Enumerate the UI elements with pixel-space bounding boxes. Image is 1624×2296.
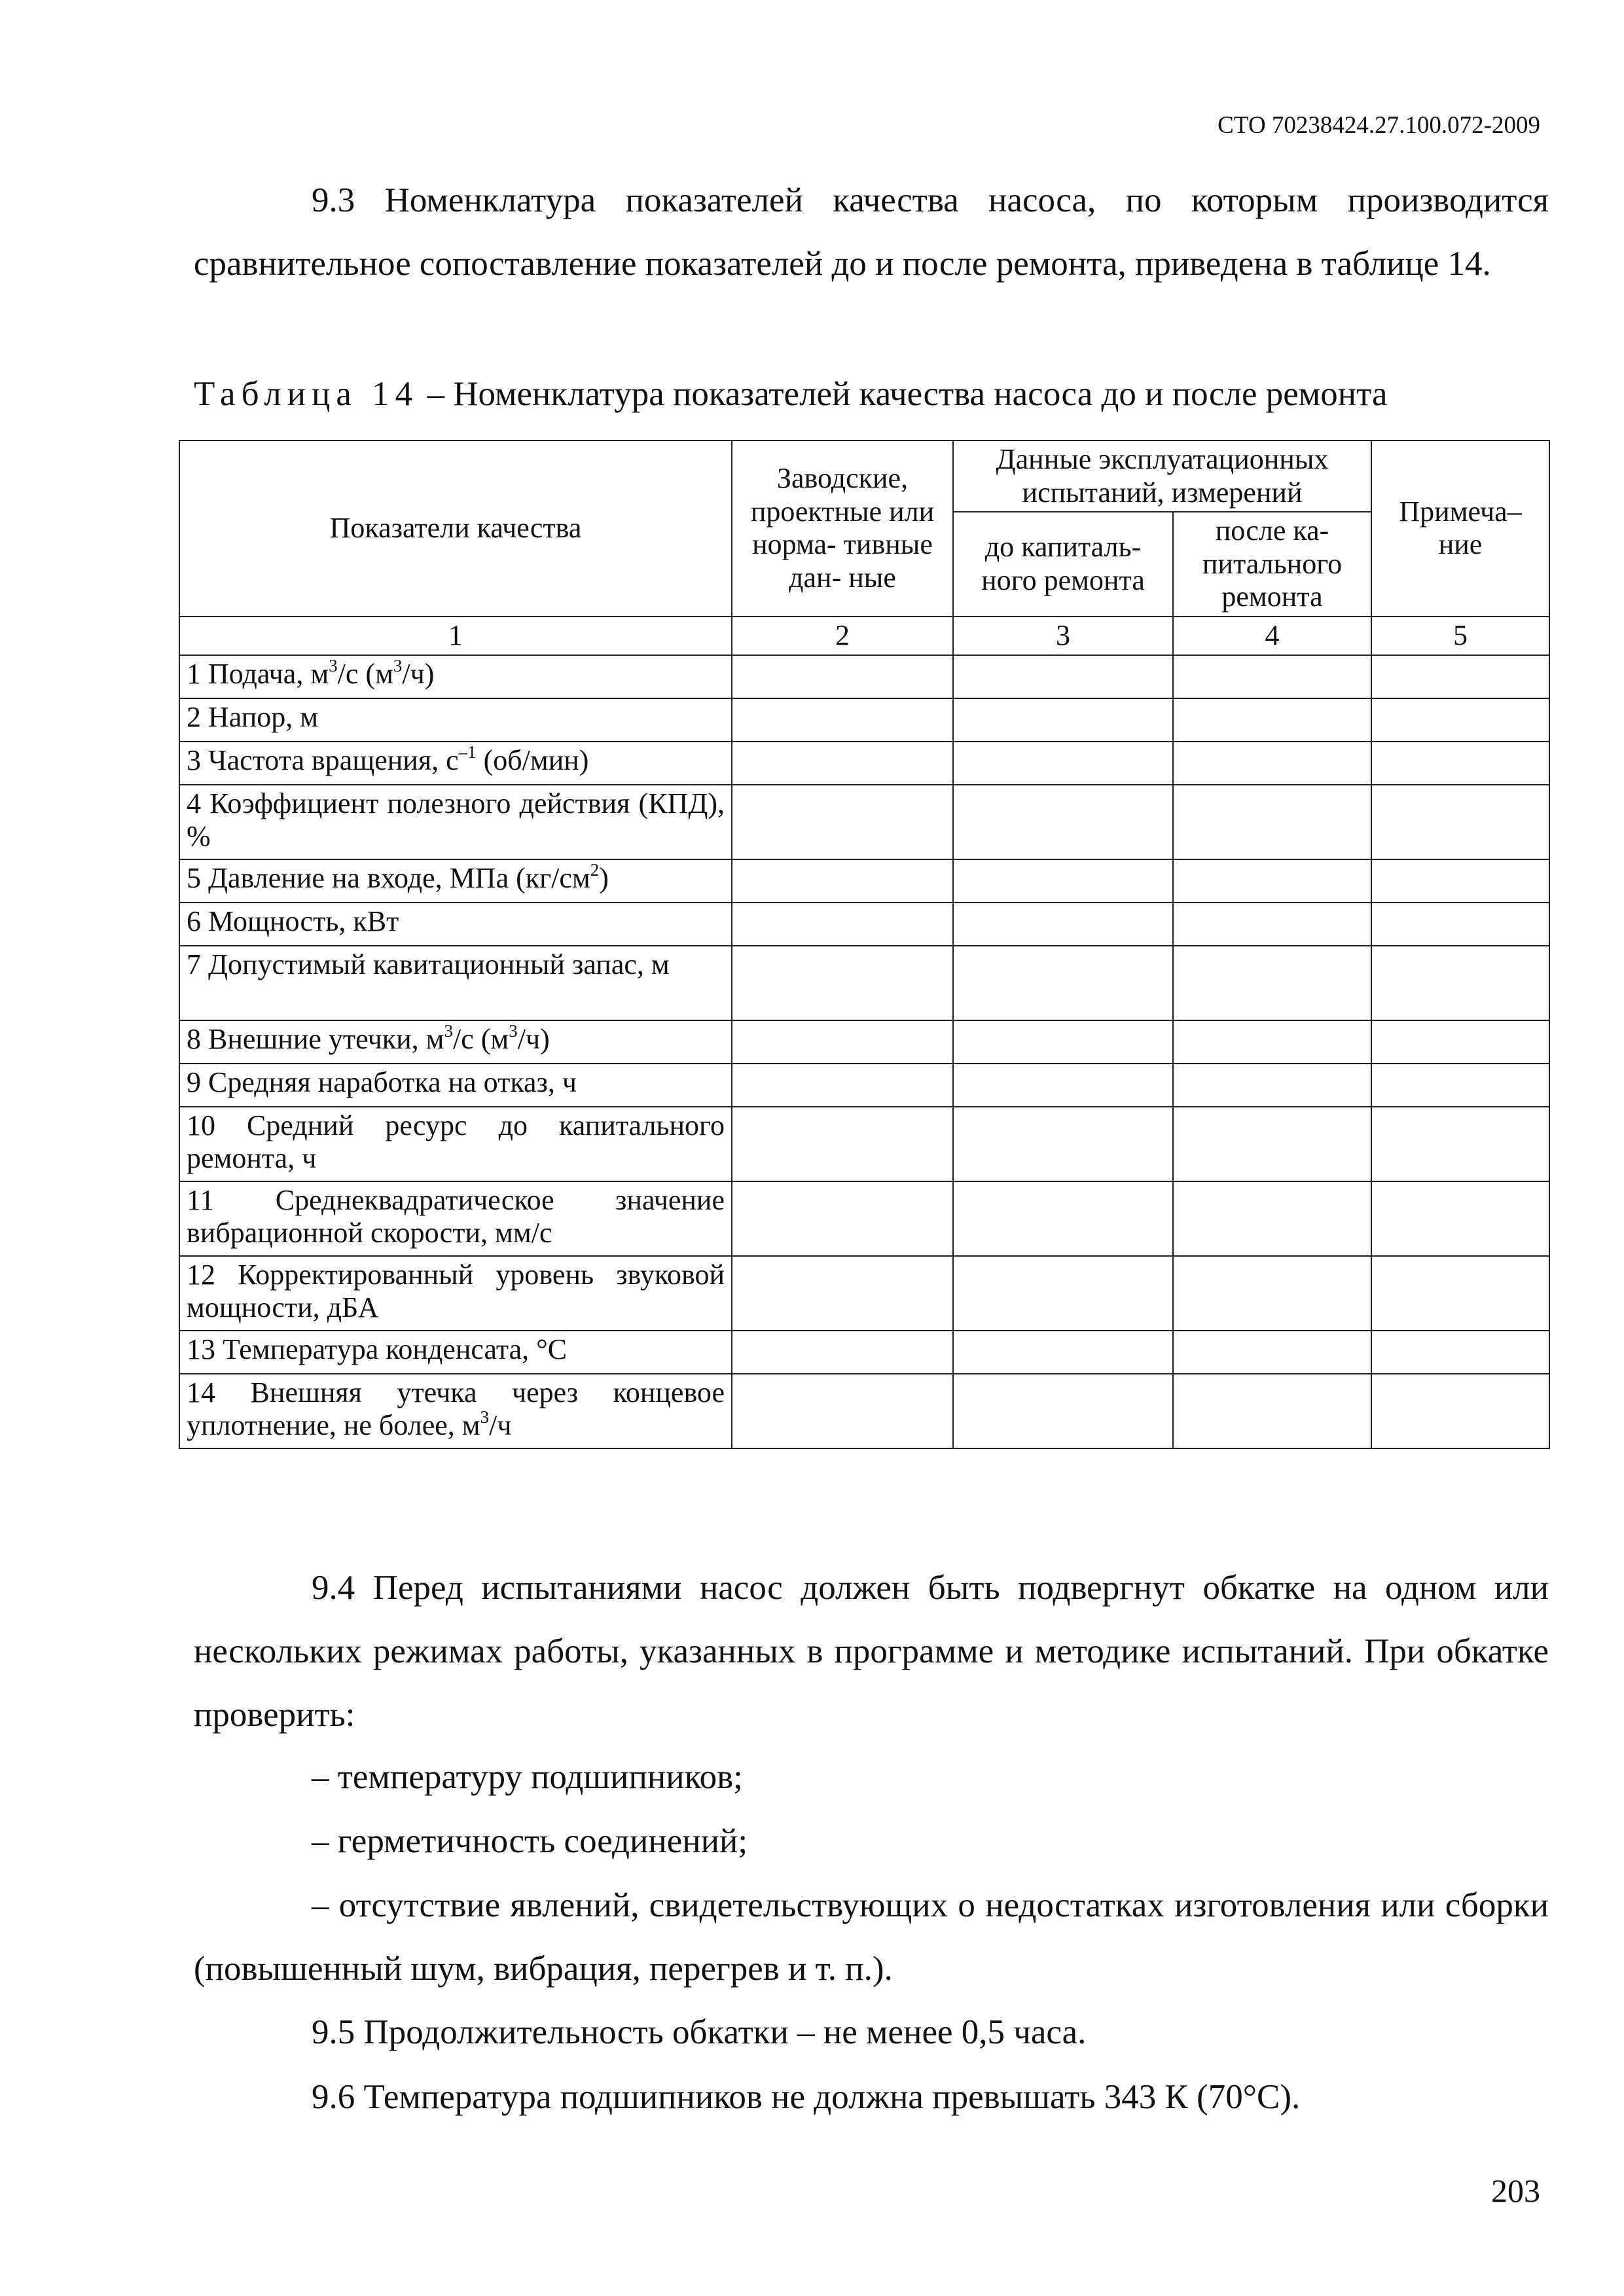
before-cell — [953, 1331, 1173, 1374]
label-text: 1 Подача, м — [187, 657, 329, 690]
label-text: 14 Внешняя утечка через концевое уплотнение, не более, м — [187, 1376, 725, 1442]
column-number: 1 — [179, 617, 732, 655]
column-number-row — [179, 617, 1549, 655]
bullet-item: – герметичность соединений; — [312, 1822, 748, 1860]
paragraph-9-5: 9.5 Продолжительность обкатки – не менее 0,5 часа. — [312, 2013, 1087, 2051]
row-label — [179, 1374, 732, 1448]
factory-cell — [732, 1331, 953, 1374]
row-label: 6 Мощность, кВт — [179, 903, 732, 946]
factory-cell — [732, 859, 953, 903]
label-text: 5 Давление на входе, МПа (кг/см — [187, 861, 590, 894]
before-cell — [953, 903, 1173, 946]
after-cell — [1173, 655, 1371, 698]
after-cell — [1173, 785, 1371, 859]
before-cell — [953, 1107, 1173, 1181]
table-row — [179, 1181, 1549, 1256]
before-cell — [953, 859, 1173, 903]
table-caption-text: Номенклатура показателей качества насоса до и после ремонта — [453, 375, 1388, 413]
header-factory-data: Заводские, проектные или норма- тивные дан- ные — [732, 440, 953, 617]
row-label — [179, 859, 732, 903]
factory-cell — [732, 946, 953, 1020]
header-operational-data: Данные эксплуатационных испытаний, измерений — [953, 440, 1371, 512]
label-text: 8 Внешние утечки, м — [187, 1022, 444, 1055]
table-row — [179, 785, 1549, 859]
superscript: 2 — [590, 859, 600, 880]
note-cell — [1371, 1331, 1549, 1374]
after-cell — [1173, 1020, 1371, 1064]
row-label: 7 Допустимый кавитационный запас, м — [179, 946, 732, 1020]
table-row — [179, 1374, 1549, 1448]
table-row — [179, 1064, 1549, 1107]
note-cell — [1371, 1020, 1549, 1064]
table-row — [179, 742, 1549, 785]
superscript: 3 — [480, 1407, 490, 1427]
paragraph-9-4: 9.4 Перед испытаниями насос должен быть подвергнут обкатке на одном или нескольких режимах работы, указанных в программе и методике испытаний. При обкатке проверить: — [194, 1569, 1549, 1734]
column-number: 3 — [953, 617, 1173, 655]
header-before-repair: до капиталь- ного ремонта — [953, 512, 1173, 617]
bullet-item: – отсутствие явлений, свидетельствующих о недостатках изготовления или сборки (повышенный шум, вибрация, перегрев и т. п.). — [194, 1886, 1549, 1988]
superscript: –1 — [458, 742, 477, 762]
factory-cell — [732, 1107, 953, 1181]
note-cell — [1371, 785, 1549, 859]
header-after-repair: после ка- питального ремонта — [1173, 512, 1371, 617]
table-caption-label: Таблица 14 — [194, 375, 419, 413]
table-caption — [194, 374, 1388, 414]
row-label: 12 Корректированный уровень звуковой мощности, дБА — [179, 1256, 732, 1331]
table-row — [179, 1331, 1549, 1374]
after-cell — [1173, 698, 1371, 742]
label-text: ) — [599, 861, 609, 894]
after-cell — [1173, 946, 1371, 1020]
table-caption-dash: – — [418, 375, 454, 413]
row-label: 10 Средний ресурс до капитального ремонта, ч — [179, 1107, 732, 1181]
table-row — [179, 946, 1549, 1020]
note-cell — [1371, 1256, 1549, 1331]
header-code: СТО 70238424.27.100.072-2009 — [1218, 112, 1540, 139]
after-cell — [1173, 1064, 1371, 1107]
factory-cell — [732, 903, 953, 946]
before-cell — [953, 698, 1173, 742]
factory-cell — [732, 655, 953, 698]
table-row — [179, 859, 1549, 903]
header-quality: Показатели качества — [179, 440, 732, 617]
row-label — [179, 1020, 732, 1064]
note-cell — [1371, 1374, 1549, 1448]
note-cell — [1371, 1181, 1549, 1256]
factory-cell — [732, 698, 953, 742]
note-cell — [1371, 859, 1549, 903]
before-cell — [953, 785, 1173, 859]
note-cell — [1371, 742, 1549, 785]
table-row — [179, 1256, 1549, 1331]
row-label: 9 Средняя наработка на отказ, ч — [179, 1064, 732, 1107]
label-text: 3 Частота вращения, с — [187, 744, 459, 776]
after-cell — [1173, 859, 1371, 903]
after-cell — [1173, 1374, 1371, 1448]
factory-cell — [732, 1256, 953, 1331]
column-number: 4 — [1173, 617, 1371, 655]
note-cell — [1371, 1107, 1549, 1181]
column-number: 2 — [732, 617, 953, 655]
bullet-item: – температуру подшипников; — [312, 1758, 743, 1796]
row-label: 11 Среднеквадратическое значение вибрационной скорости, мм/с — [179, 1181, 732, 1256]
superscript: 3 — [444, 1020, 453, 1041]
after-cell — [1173, 1107, 1371, 1181]
before-cell — [953, 742, 1173, 785]
label-text: (об/мин) — [476, 744, 589, 776]
before-cell — [953, 1256, 1173, 1331]
note-cell — [1371, 655, 1549, 698]
table-row — [179, 655, 1549, 698]
row-label: 13 Температура конденсата, °С — [179, 1331, 732, 1374]
label-text: /ч) — [517, 1022, 550, 1055]
row-label: 2 Напор, м — [179, 698, 732, 742]
note-cell — [1371, 698, 1549, 742]
factory-cell — [732, 742, 953, 785]
after-cell — [1173, 1181, 1371, 1256]
superscript: 3 — [393, 655, 403, 675]
after-cell — [1173, 903, 1371, 946]
superscript: 3 — [329, 655, 338, 675]
after-cell — [1173, 1256, 1371, 1331]
row-label — [179, 742, 732, 785]
table-row — [179, 903, 1549, 946]
row-label: 4 Коэффициент полезного действия (КПД), % — [179, 785, 732, 859]
before-cell — [953, 655, 1173, 698]
page-number: 203 — [1491, 2172, 1540, 2209]
label-text: /ч — [489, 1409, 512, 1442]
paragraph-9-6: 9.6 Температура подшипников не должна превышать 343 К (70°С). — [312, 2078, 1301, 2116]
table-header-row — [179, 440, 1549, 512]
header-note: Примеча– ние — [1371, 440, 1549, 617]
table-row — [179, 1107, 1549, 1181]
quality-indicators-table — [179, 440, 1550, 1449]
label-text: /с (м — [453, 1022, 509, 1055]
label-text: /ч) — [402, 657, 435, 690]
column-number: 5 — [1371, 617, 1549, 655]
factory-cell — [732, 1374, 953, 1448]
before-cell — [953, 946, 1173, 1020]
table-row — [179, 698, 1549, 742]
after-cell — [1173, 1331, 1371, 1374]
factory-cell — [732, 1020, 953, 1064]
table-row — [179, 1020, 1549, 1064]
factory-cell — [732, 1181, 953, 1256]
note-cell — [1371, 946, 1549, 1020]
before-cell — [953, 1181, 1173, 1256]
note-cell — [1371, 1064, 1549, 1107]
row-label — [179, 655, 732, 698]
before-cell — [953, 1020, 1173, 1064]
note-cell — [1371, 903, 1549, 946]
after-cell — [1173, 742, 1371, 785]
superscript: 3 — [509, 1020, 518, 1041]
label-text: /с (м — [337, 657, 393, 690]
factory-cell — [732, 785, 953, 859]
before-cell — [953, 1374, 1173, 1448]
before-cell — [953, 1064, 1173, 1107]
table-body — [179, 655, 1549, 1448]
factory-cell — [732, 1064, 953, 1107]
paragraph-9-3: 9.3 Номенклатура показателей качества насоса, по которым производится сравнительное сопоставление показателей до и после ремонта, приведена в таблице 14. — [194, 181, 1549, 283]
